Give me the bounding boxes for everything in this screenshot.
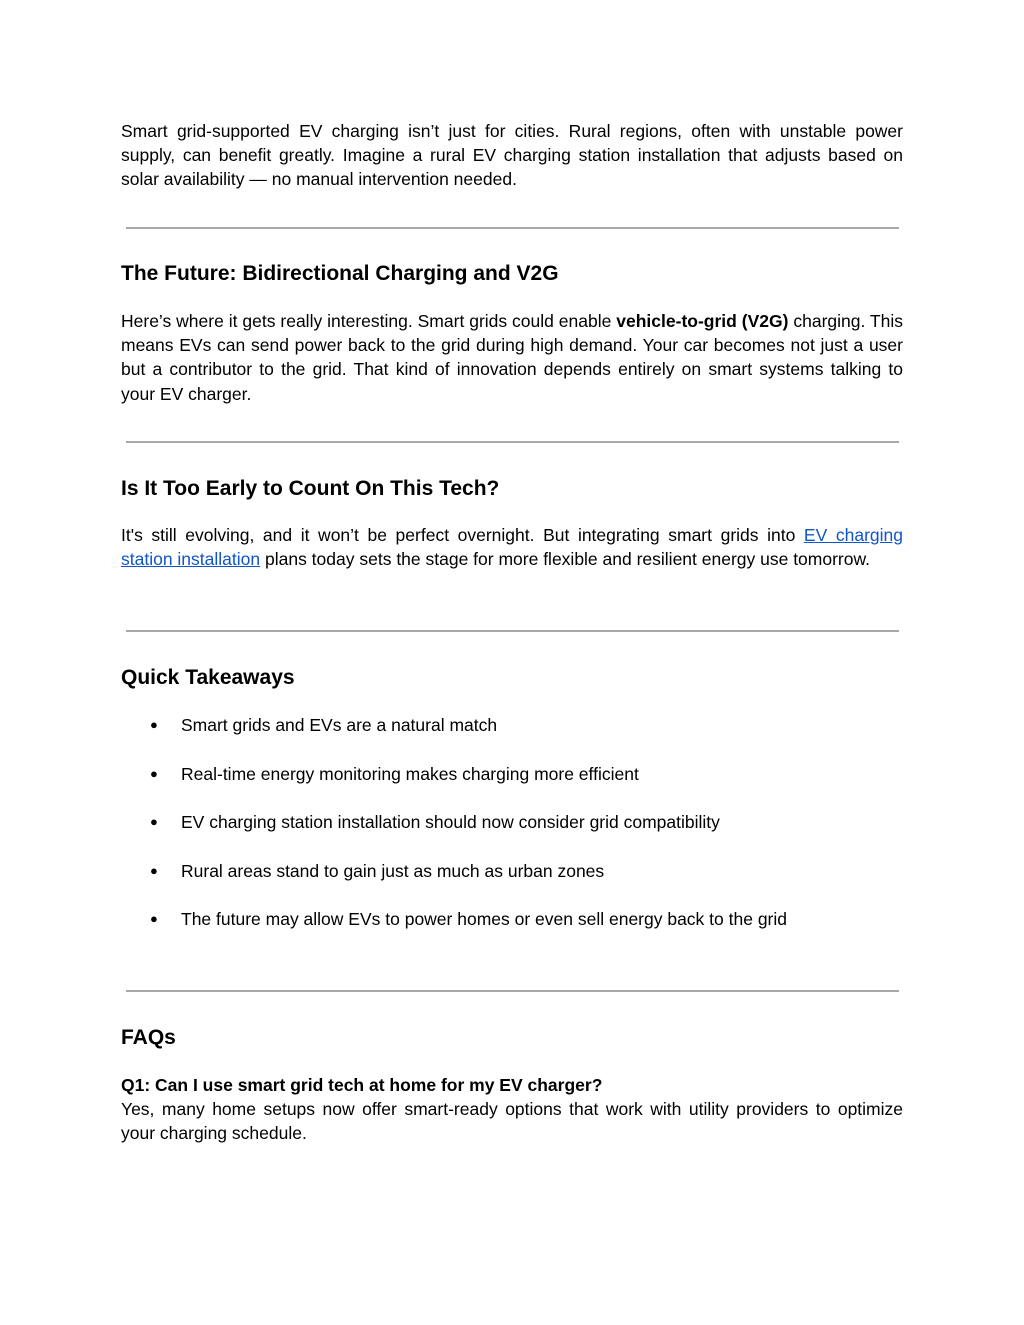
ev-charging-installation-link[interactable]: EV charging station installation bbox=[121, 525, 903, 570]
v2g-paragraph bbox=[121, 309, 903, 406]
list-item-text: The future may allow EVs to power homes or even sell energy back to the grid bbox=[181, 909, 787, 929]
faq-question-1: Q1: Can I use smart grid tech at home for my EV charger? bbox=[121, 1075, 603, 1095]
v2g-text-before: Here’s where it gets really interesting. Smart grids could enable bbox=[121, 311, 617, 331]
bullet-icon: ● bbox=[150, 717, 158, 732]
v2g-bold-term: vehicle-to-grid (V2G) bbox=[616, 311, 789, 331]
list-item-text: Real-time energy monitoring makes charging more efficient bbox=[181, 764, 639, 784]
list-item-text: EV charging station installation should now consider grid compatibility bbox=[181, 812, 720, 832]
horizontal-rule bbox=[126, 441, 899, 443]
heading-too-early: Is It Too Early to Count On This Tech? bbox=[121, 477, 500, 500]
heading-faqs: FAQs bbox=[121, 1026, 176, 1049]
list-item-text: Rural areas stand to gain just as much as urban zones bbox=[181, 861, 605, 881]
list-item-text: Smart grids and EVs are a natural match bbox=[181, 715, 498, 735]
horizontal-rule bbox=[126, 990, 899, 992]
heading-quick-takeaways: Quick Takeaways bbox=[121, 666, 295, 689]
bullet-icon: ● bbox=[150, 911, 158, 926]
heading-v2g: The Future: Bidirectional Charging and V2G bbox=[121, 262, 559, 285]
horizontal-rule bbox=[126, 227, 899, 229]
bullet-icon: ● bbox=[150, 863, 158, 878]
too-early-text-before: It's still evolving, and it won’t be perfect overnight. But integrating smart grids into bbox=[121, 525, 804, 545]
horizontal-rule bbox=[126, 630, 899, 632]
intro-paragraph: Smart grid-supported EV charging isn’t just for cities. Rural regions, often with unstable power supply, can benefit greatly. Imagine a rural EV charging station installation that adjusts based on solar availability — no manual intervention needed. bbox=[121, 121, 903, 190]
v2g-text-after: charging. This means EVs can send power back to the grid during high demand. Your car becomes not just a user but a contributor to the grid. That kind of innovation depends entirely on smart systems talking to your EV charger. bbox=[121, 311, 903, 404]
faq-answer-1: Yes, many home setups now offer smart-ready options that work with utility providers to optimize your charging schedule. bbox=[121, 1099, 903, 1144]
too-early-text-after: plans today sets the stage for more flexible and resilient energy use tomorrow. bbox=[260, 549, 871, 570]
bullet-icon: ● bbox=[150, 814, 158, 829]
too-early-paragraph bbox=[121, 523, 903, 571]
bullet-icon: ● bbox=[150, 766, 158, 781]
